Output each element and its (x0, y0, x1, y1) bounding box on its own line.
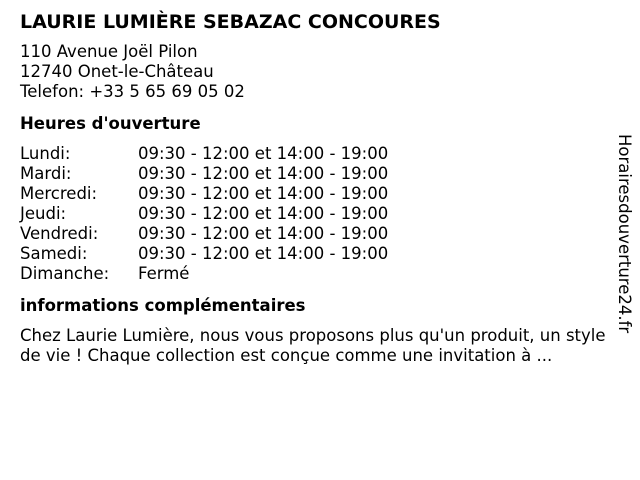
store-phone: Telefon: +33 5 65 69 05 02 (20, 82, 245, 101)
hours-heading: Heures d'ouverture (20, 114, 201, 133)
hours-time: 09:30 - 12:00 et 14:00 - 19:00 (138, 184, 389, 203)
hours-time: 09:30 - 12:00 et 14:00 - 19:00 (138, 164, 389, 183)
hours-day: Mercredi: (20, 184, 98, 203)
hours-time: 09:30 - 12:00 et 14:00 - 19:00 (138, 224, 389, 243)
hours-row-tuesday (20, 164, 388, 184)
hours-day: Samedi: (20, 244, 88, 263)
site-watermark: Horairesdouverture24.fr (615, 134, 634, 334)
hours-day: Dimanche: (20, 264, 110, 283)
hours-row-monday (20, 144, 388, 164)
info-heading: informations complémentaires (20, 296, 306, 315)
hours-day: Mardi: (20, 164, 72, 183)
hours-table (20, 144, 388, 284)
hours-row-saturday (20, 244, 388, 264)
info-text: Chez Laurie Lumière, nous vous proposons plus qu'un produit, un style de vie ! Chaque collection est conçue comme une invitation à ... (20, 326, 606, 365)
hours-day: Vendredi: (20, 224, 99, 243)
address-city: 12740 Onet-le-Château (20, 62, 214, 81)
hours-row-wednesday (20, 184, 388, 204)
hours-time: Fermé (138, 264, 190, 283)
hours-time: 09:30 - 12:00 et 14:00 - 19:00 (138, 244, 389, 263)
store-address (20, 42, 620, 102)
hours-time: 09:30 - 12:00 et 14:00 - 19:00 (138, 144, 389, 163)
hours-time: 09:30 - 12:00 et 14:00 - 19:00 (138, 204, 389, 223)
address-street: 110 Avenue Joël Pilon (20, 42, 198, 61)
store-card (20, 10, 620, 366)
store-name: LAURIE LUMIÈRE SEBAZAC CONCOURES (20, 11, 441, 33)
hours-day: Jeudi: (20, 204, 67, 223)
hours-row-sunday (20, 264, 388, 284)
hours-day: Lundi: (20, 144, 71, 163)
hours-row-thursday (20, 204, 388, 224)
hours-row-friday (20, 224, 388, 244)
